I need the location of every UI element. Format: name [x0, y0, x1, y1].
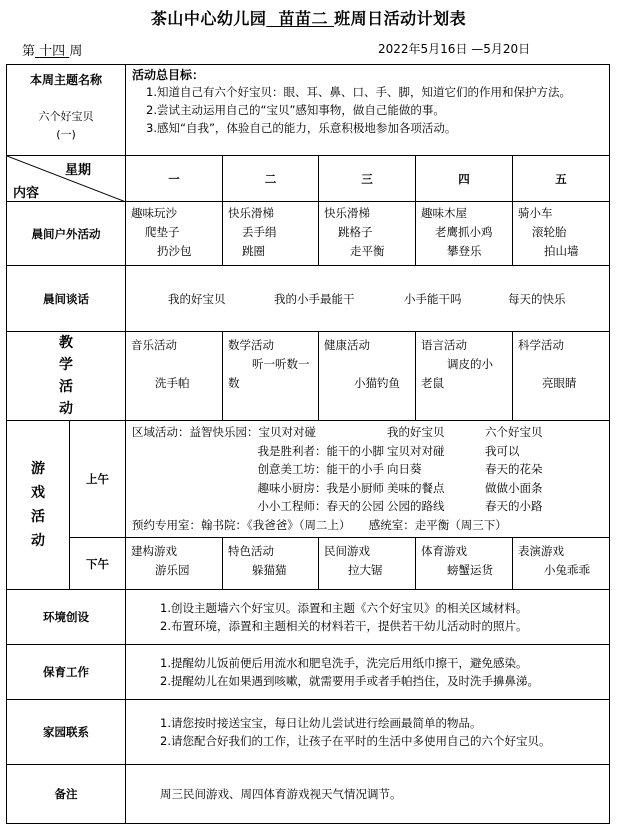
game-pm-row — [7, 538, 610, 590]
pm-cell: 表演游戏 小兔乖乖 — [513, 538, 610, 590]
day-header-cell — [7, 156, 126, 202]
class-name: 苗苗二 — [278, 9, 329, 28]
area-name: 区域活动：益智快乐园：宝贝对对碰 — [132, 425, 317, 439]
notes-cell: 周三民间游戏、周四体育游戏视天气情况调节。 — [126, 765, 610, 824]
teaching-cell: 音乐活动 洗手帕 — [126, 332, 223, 421]
pm-cell: 民间游戏 拉大锯 — [319, 538, 416, 590]
care-cell: 1.提醒幼儿饭前便后用流水和肥皂洗手，洗完后用纸巾擦干，避免感染。 2.提醒幼儿在如果遇到咳嗽，就需要用手或者手帕挡住，及时洗手擤鼻涕。 — [126, 645, 610, 700]
theme-name: 六个好宝贝 — [38, 110, 94, 123]
care-row — [7, 645, 610, 700]
pm-cell: 特色活动 躲猫猫 — [223, 538, 319, 590]
day-2: 二 — [223, 156, 319, 202]
area-name: 趣味小厨房：我是小厨师 — [257, 480, 385, 495]
area-activities-cell: 区域活动：益智快乐园：宝贝对对碰 我的好宝贝 六个好宝贝 我是胜利者：能干的小脚 宝贝对对碰 我可以 创意美工坊：能干的小手 向日葵 春天的花朵 趣味小厨房：我是小厨师 美味的餐点 做做小面条 小小工程师：春天的公园 公园的路线 春天的小路 预约专用室：翰书院：《我爸爸》（周二上） 感统室：走平衡（周三下） — [126, 421, 610, 538]
outdoor-row — [7, 202, 610, 266]
outdoor-cell: 骑小车 滚轮胎 拍山墙 — [513, 202, 610, 266]
pm-label: 下午 — [70, 538, 126, 590]
kindergarten-name: 茶山中心幼儿园 — [150, 9, 267, 28]
talk-row — [7, 266, 610, 332]
care-label: 保育工作 — [7, 645, 126, 700]
outdoor-cell: 趣味木屋 老鹰抓小鸡 攀登乐 — [416, 202, 513, 266]
pm-cell: 体育游戏 螃蟹运货 — [416, 538, 513, 590]
am-label: 上午 — [70, 421, 126, 538]
booking-rooms: 预约专用室：翰书院：《我爸爸》（周二上） 感统室：走平衡（周三下） — [132, 517, 507, 532]
goal-item: 2.尝试主动运用自己的“宝贝”感知事物，做自己能做的事。 — [146, 103, 445, 117]
pm-cell: 建构游戏 游乐园 — [126, 538, 223, 590]
environment-row — [7, 590, 610, 645]
talk-item: 我的小手最能干 — [274, 291, 355, 306]
header-weekday: 星期 — [65, 163, 92, 178]
outdoor-cell: 快乐滑梯 跳格子 走平衡 — [319, 202, 416, 266]
day-5: 五 — [513, 156, 610, 202]
weekly-plan-table — [6, 64, 610, 824]
day-1: 一 — [126, 156, 223, 202]
area-name: 创意美工坊：能干的小手 — [257, 462, 385, 477]
header-content: 内容 — [13, 186, 40, 201]
area-name: 小小工程师：春天的公园 — [257, 499, 385, 514]
teaching-row — [7, 332, 610, 421]
theme-part: (一) — [56, 128, 76, 141]
teaching-cell: 数学活动 听一听数一 数 — [223, 332, 319, 421]
notes-row — [7, 765, 610, 824]
week-number: 第 十四 周 — [22, 44, 83, 59]
notes-label: 备注 — [7, 765, 126, 824]
outdoor-cell: 趣味玩沙 爬垫子 扔沙包 — [126, 202, 223, 266]
talk-cell — [126, 266, 610, 332]
theme-label: 本周主题名称 — [30, 73, 103, 87]
day-3: 三 — [319, 156, 416, 202]
talk-item: 我的好宝贝 — [168, 291, 226, 306]
environment-cell: 1.创设主题墙六个好宝贝。添置和主题《六个好宝贝》的相关区域材料。 2.布置环境，添置和主题相关的材料若干，提供若干幼儿活动时的照片。 — [126, 590, 610, 645]
outdoor-cell: 快乐滑梯 丢手绢 跳圈 — [223, 202, 319, 266]
date-range: 2022年5月16日 —5月20日 — [378, 42, 531, 56]
home-row — [7, 700, 610, 765]
title-suffix: 班周日活动计划表 — [334, 9, 467, 28]
days-header-row — [7, 156, 610, 202]
theme-row — [7, 65, 610, 156]
environment-label: 环境创设 — [7, 590, 126, 645]
document-title — [0, 6, 617, 29]
teaching-cell: 语言活动 调皮的小 老鼠 — [416, 332, 513, 421]
day-4: 四 — [416, 156, 513, 202]
theme-cell — [7, 65, 126, 156]
talk-item: 每天的快乐 — [508, 291, 566, 306]
game-am-row — [7, 421, 610, 538]
talk-label: 晨间谈话 — [7, 266, 126, 332]
goals-title: 活动总目标： — [132, 68, 205, 82]
goal-item: 3.感知“自我”，体验自己的能力，乐意积极地参加各项活动。 — [146, 121, 457, 135]
teaching-cell: 科学活动 亮眼睛 — [513, 332, 610, 421]
home-label: 家园联系 — [7, 700, 126, 765]
area-name: 我是胜利者：能干的小脚 — [257, 443, 385, 458]
home-cell: 1.请您按时接送宝宝，每日让幼儿尝试进行绘画最简单的物品。 2.请您配合好我们的工作，让孩子在平时的生活中多使用自己的六个好宝贝。 — [126, 700, 610, 765]
goals-cell — [126, 65, 610, 156]
outdoor-label: 晨间户外活动 — [7, 202, 126, 266]
teaching-cell: 健康活动 小猫钓鱼 — [319, 332, 416, 421]
goal-item: 1.知道自己有六个好宝贝：眼、耳、鼻、口、手、脚，知道它们的作用和保护方法。 — [146, 85, 571, 99]
talk-item: 小手能干吗 — [404, 291, 462, 306]
game-label: 游 戏 活 动 — [7, 421, 70, 590]
teaching-label: 教 学 活 动 — [7, 332, 126, 421]
